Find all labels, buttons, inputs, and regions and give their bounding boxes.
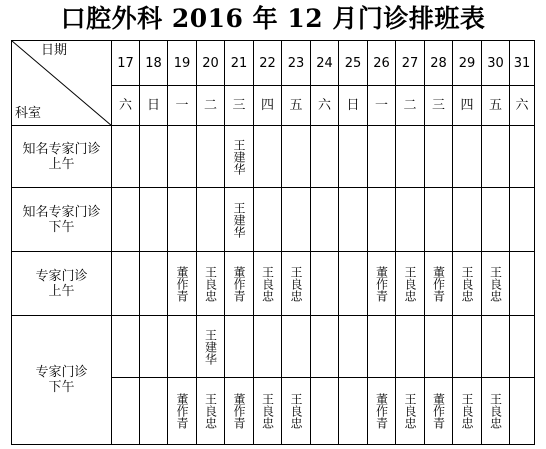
schedule-cell [482,252,510,316]
schedule-cell [453,126,482,188]
day-number-cell: 30 [482,41,510,86]
schedule-cell [311,188,339,252]
schedule-cell [282,252,311,316]
schedule-cell [396,378,425,445]
schedule-cell [425,188,453,252]
day-number-cell: 24 [311,41,339,86]
schedule-cell [339,126,368,188]
day-number-cell: 20 [197,41,225,86]
doctor-name: 王良忠 [488,393,503,429]
schedule-cell [254,252,282,316]
doctor-name: 王良忠 [260,393,275,429]
doctor-name: 董作青 [175,265,189,302]
schedule-cell [197,252,225,316]
day-number-cell: 17 [112,41,140,86]
corner-header-cell [12,41,112,126]
session-clinic-label: 知名专家门诊 [22,204,101,220]
schedule-cell [282,188,311,252]
session-clinic-label: 专家门诊 [35,268,88,284]
doctor-name: 董作青 [431,393,446,429]
famous-expert-morning-row [12,126,535,188]
expert-morning-row [12,252,535,316]
day-number-cell: 22 [254,41,282,86]
schedule-cell [482,378,510,445]
day-number-cell: 25 [339,41,368,86]
weekday-cell: 六 [510,86,535,126]
day-number-cell: 26 [368,41,396,86]
schedule-cell [510,126,535,188]
day-number-cell: 18 [140,41,168,86]
schedule-cell [339,188,368,252]
schedule-cell [453,252,482,316]
day-number-cell: 19 [168,41,197,86]
schedule-cell [140,316,168,378]
schedule-cell [168,126,197,188]
page-title: 口腔外科 2016 年 12 月门诊排班表 [60,4,486,33]
schedule-cell [225,126,254,188]
schedule-cell [140,378,168,445]
schedule-cell [368,252,396,316]
schedule-cell [368,188,396,252]
day-number-cell: 23 [282,41,311,86]
session-label-cell [12,316,112,445]
session-clinic-label: 专家门诊 [35,365,88,380]
schedule-cell [140,188,168,252]
doctor-name: 董作青 [175,393,189,429]
doctor-name: 董作青 [431,265,446,302]
day-number-cell: 29 [453,41,482,86]
schedule-cell [197,188,225,252]
session-label-cell [12,252,112,316]
schedule-cell [282,378,311,445]
doctor-name: 王良忠 [289,265,303,302]
doctor-name: 王良忠 [460,265,474,302]
day-number-cell: 21 [225,41,254,86]
day-number-cell: 28 [425,41,453,86]
doctor-name: 王良忠 [403,265,417,302]
schedule-cell [254,316,282,378]
weekday-cell: 六 [112,86,140,126]
weekday-cell: 二 [396,86,425,126]
date-header-label: 日期 [40,43,67,58]
schedule-cell [282,126,311,188]
doctor-name: 王良忠 [460,393,474,429]
schedule-cell [425,126,453,188]
schedule-cell [225,378,254,445]
weekday-cell: 六 [311,86,339,126]
weekday-cell: 三 [425,86,453,126]
weekday-cell: 一 [168,86,197,126]
schedule-cell [112,316,140,378]
session-time-label: 下午 [48,380,75,395]
schedule-cell [225,316,254,378]
schedule-table [11,40,535,445]
schedule-cell [140,126,168,188]
schedule-cell [254,188,282,252]
weekday-cell: 一 [368,86,396,126]
session-time-label: 下午 [48,219,75,235]
schedule-cell [311,316,339,378]
doctor-name: 董作青 [232,393,246,429]
weekday-cell: 二 [197,86,225,126]
famous-expert-afternoon-row [12,188,535,252]
doctor-name: 王良忠 [488,265,503,302]
schedule-cell [425,252,453,316]
schedule-cell [197,378,225,445]
department-header-label: 科室 [15,106,42,121]
schedule-cell [311,126,339,188]
schedule-cell [197,126,225,188]
schedule-cell [112,126,140,188]
schedule-cell [225,188,254,252]
schedule-cell [168,252,197,316]
schedule-cell [339,316,368,378]
schedule-cell [453,188,482,252]
day-number-row [12,41,535,86]
schedule-cell [396,188,425,252]
session-clinic-label: 知名专家门诊 [22,141,101,157]
schedule-cell [282,316,311,378]
schedule-cell [311,378,339,445]
session-label-cell [12,188,112,252]
weekday-cell: 四 [254,86,282,126]
schedule-cell [425,378,453,445]
schedule-cell [510,378,535,445]
schedule-cell [225,252,254,316]
weekday-cell: 日 [339,86,368,126]
schedule-cell [510,188,535,252]
schedule-cell [482,188,510,252]
doctor-name: 王建华 [232,138,246,175]
session-time-label: 上午 [48,283,75,299]
weekday-cell: 五 [482,86,510,126]
schedule-cell [311,252,339,316]
schedule-cell [112,252,140,316]
doctor-name: 王良忠 [403,393,417,429]
schedule-cell [396,252,425,316]
schedule-cell [368,126,396,188]
schedule-cell [339,252,368,316]
session-time-label: 上午 [48,156,75,172]
weekday-cell: 五 [282,86,311,126]
expert-afternoon-row [12,316,535,378]
schedule-cell [112,188,140,252]
schedule-cell [482,126,510,188]
doctor-name: 王良忠 [289,393,303,429]
doctor-name: 董作青 [232,265,246,302]
doctor-name: 王建华 [203,328,218,365]
schedule-cell [396,316,425,378]
doctor-name: 王建华 [232,201,246,238]
schedule-cell [368,316,396,378]
weekday-cell: 三 [225,86,254,126]
session-label-cell [12,126,112,188]
schedule-cell [425,316,453,378]
schedule-cell [453,378,482,445]
weekday-cell: 四 [453,86,482,126]
schedule-cell [168,316,197,378]
schedule-cell [254,126,282,188]
schedule-cell [510,252,535,316]
doctor-name: 王良忠 [260,265,275,302]
schedule-cell [168,378,197,445]
weekday-cell: 日 [140,86,168,126]
schedule-cell [140,252,168,316]
doctor-name: 董作青 [374,265,389,302]
day-number-cell: 27 [396,41,425,86]
schedule-cell [368,378,396,445]
doctor-name: 王良忠 [203,265,218,302]
schedule-cell [339,378,368,445]
doctor-name: 董作青 [374,393,389,429]
schedule-cell [482,316,510,378]
schedule-cell [254,378,282,445]
schedule-cell [453,316,482,378]
schedule-cell [510,316,535,378]
schedule-cell [197,316,225,378]
schedule-cell [112,378,140,445]
day-number-cell: 31 [510,41,535,86]
schedule-cell [396,126,425,188]
doctor-name: 王良忠 [203,393,218,429]
schedule-cell [168,188,197,252]
